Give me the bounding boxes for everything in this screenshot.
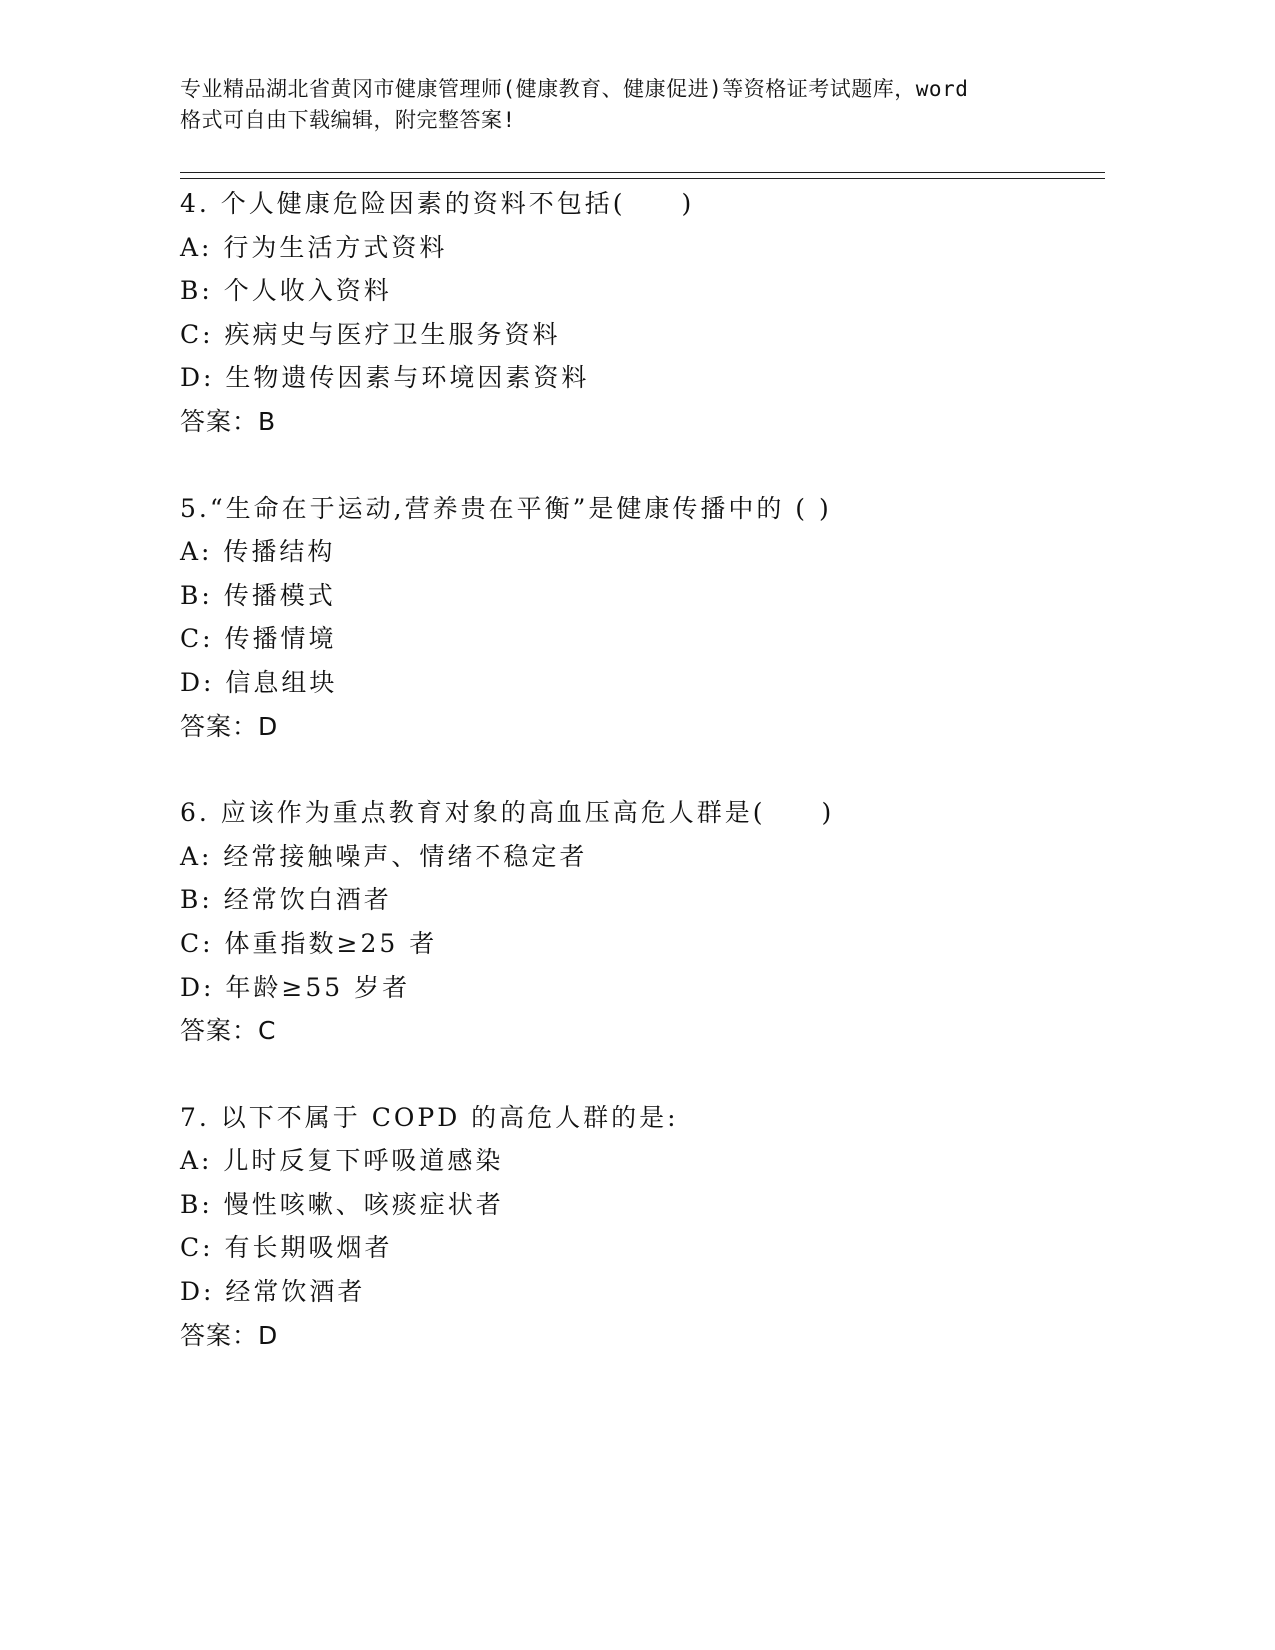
option-a: A: 经常接触噪声、情绪不稳定者: [180, 841, 588, 871]
option-d: D: 年龄≥55 岁者: [180, 972, 411, 1002]
header-divider-bottom: [180, 178, 1105, 179]
option-c: C: 疾病史与医疗卫生服务资料: [180, 319, 561, 349]
document-header: [180, 74, 1080, 136]
header-divider-top: [180, 172, 1105, 173]
question-list: [180, 182, 1110, 1400]
answer-label: 答案：D: [180, 711, 279, 741]
question-stem: 7. 以下不属于 COPD 的高危人群的是:: [180, 1102, 679, 1132]
answer-label: 答案：D: [180, 1320, 279, 1350]
option-d: D: 经常饮酒者: [180, 1277, 366, 1307]
question-4: [180, 182, 1110, 444]
header-line-2: 格式可自由下载编辑，附完整答案!: [180, 108, 516, 132]
option-a: A: 传播结构: [180, 537, 336, 567]
option-d: D: 信息组块: [180, 667, 338, 697]
option-b: B: 个人收入资料: [180, 276, 392, 306]
option-d: D: 生物遗传因素与环境因素资料: [180, 363, 590, 393]
option-a: A: 儿时反复下呼吸道感染: [180, 1146, 504, 1176]
option-a: A: 行为生活方式资料: [180, 232, 448, 262]
question-stem: 4. 个人健康危险因素的资料不包括( ): [180, 189, 695, 218]
option-b: B: 传播模式: [180, 580, 336, 610]
answer-label: 答案：B: [180, 406, 277, 436]
option-c: C: 有长期吸烟者: [180, 1233, 393, 1263]
question-stem: 5.“生命在于运动,营养贵在平衡”是健康传播中的 ( ): [180, 493, 832, 523]
option-b: B: 慢性咳嗽、咳痰症状者: [180, 1189, 504, 1219]
answer-label: 答案：C: [180, 1016, 277, 1046]
option-c: C: 体重指数≥25 者: [180, 928, 438, 958]
question-7: [180, 1096, 1110, 1358]
option-c: C: 传播情境: [180, 624, 337, 654]
question-6: [180, 791, 1110, 1053]
header-line-1: 专业精品湖北省黄冈市健康管理师(健康教育、健康促进)等资格证考试题库，word: [180, 77, 969, 101]
option-b: B: 经常饮白酒者: [180, 885, 392, 915]
question-5: [180, 487, 1110, 749]
question-stem: 6. 应该作为重点教育对象的高血压高危人群是( ): [180, 798, 835, 828]
